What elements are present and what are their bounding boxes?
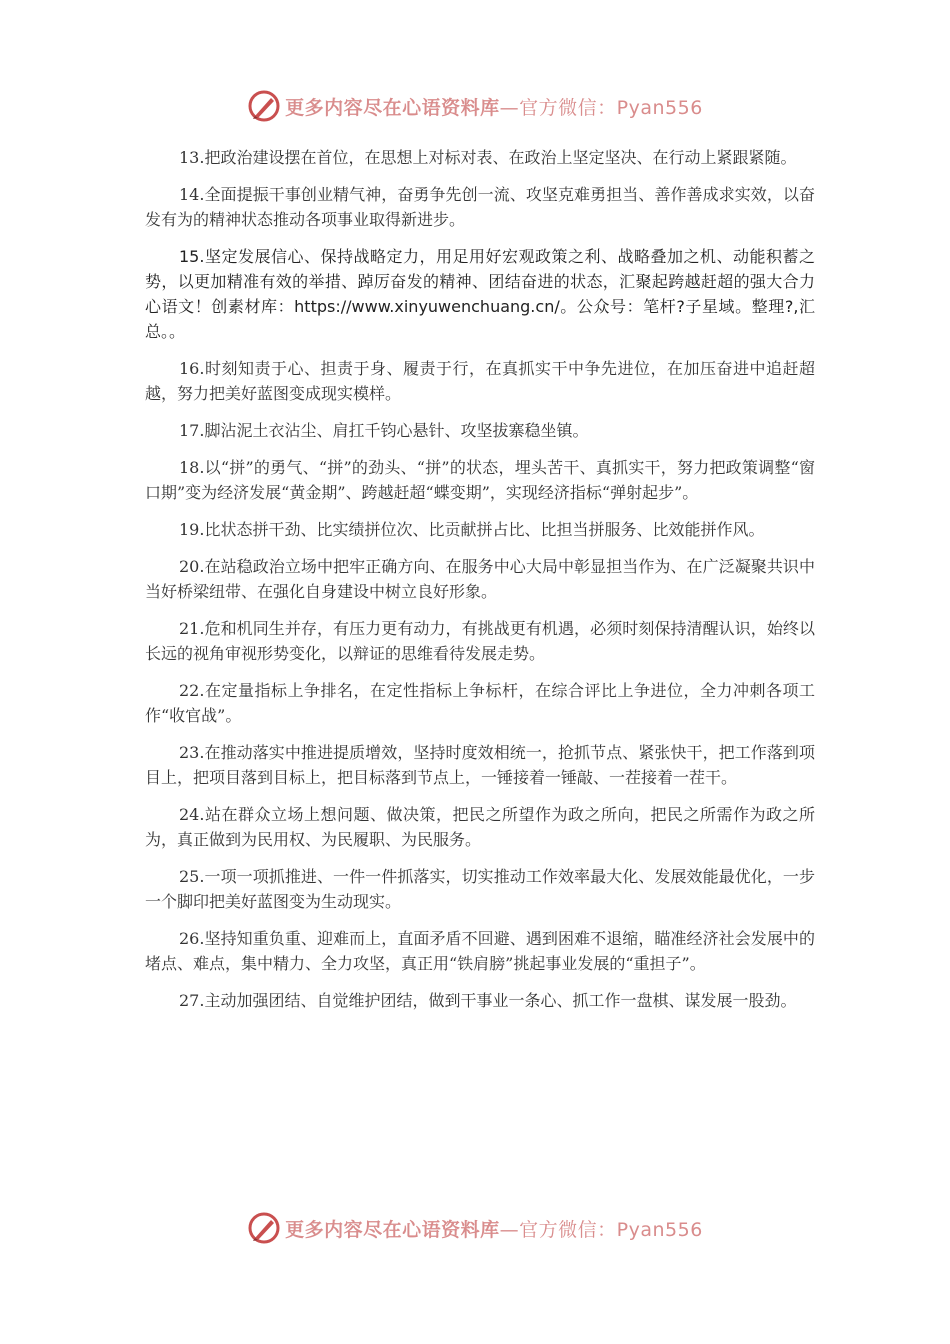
paragraph-17: 17.脚沾泥土衣沾尘、肩扛千钧心悬针、攻坚拔寨稳坐镇。	[179, 421, 589, 440]
pen-circle-logo-icon	[247, 1211, 281, 1245]
pen-circle-logo-icon	[247, 89, 281, 123]
watermark-brand: 更多内容尽在心语资料库	[285, 1218, 500, 1241]
document-body	[145, 145, 815, 1025]
watermark-contact: —官方微信：Pyan556	[499, 96, 703, 119]
paragraph-20: 20.在站稳政治立场中把牢正确方向、在服务中心大局中彰显担当作为、在广泛凝聚共识中当好桥梁纽带、在强化自身建设中树立良好形象。	[145, 557, 815, 601]
paragraph-27: 27.主动加强团结、自觉维护团结，做到干事业一条心、抓工作一盘棋、谋发展一股劲。	[179, 991, 797, 1010]
paragraph-15: 15.坚定发展信心、保持战略定力，用足用好宏观政策之利、战略叠加之机、动能积蓄之势，以更加精准有效的举措、踔厉奋发的精神、团结奋进的状态，汇聚起跨越赶超的强大合力心语文！创素材库：https://www.xinyuwenchuang.cn/。公众号：笔杆?子星域。整理?,汇总。。	[145, 247, 815, 341]
paragraph-22: 22.在定量指标上争排名，在定性指标上争标杆，在综合评比上争进位，全力冲刺各项工作“收官战”。	[145, 681, 815, 725]
paragraph-18: 18.以“拼”的勇气、“拼”的劲头、“拼”的状态，埋头苦干、真抓实干，努力把政策调整“窗口期”变为经济发展“黄金期”、跨越赶超“蝶变期”，实现经济指标“弹射起步”。	[145, 458, 815, 502]
paragraph-16: 16.时刻知责于心、担责于身、履责于行，在真抓实干中争先进位，在加压奋进中追赶超越，努力把美好蓝图变成现实模样。	[145, 359, 815, 403]
paragraph-19: 19.比状态拼干劲、比实绩拼位次、比贡献拼占比、比担当拼服务、比效能拼作风。	[179, 520, 765, 539]
watermark-contact: —官方微信：Pyan556	[499, 1218, 703, 1241]
paragraph-26: 26.坚持知重负重、迎难而上，直面矛盾不回避、遇到困难不退缩，瞄准经济社会发展中的堵点、难点，集中精力、全力攻坚，真正用“铁肩膀”挑起事业发展的“重担子”。	[145, 929, 815, 973]
paragraph-24: 24.站在群众立场上想问题、做决策，把民之所望作为政之所向，把民之所需作为政之所为，真正做到为民用权、为民履职、为民服务。	[145, 805, 815, 849]
watermark-brand: 更多内容尽在心语资料库	[285, 96, 500, 119]
paragraph-25: 25.一项一项抓推进、一件一件抓落实，切实推动工作效率最大化、发展效能最优化，一步一个脚印把美好蓝图变为生动现实。	[145, 867, 815, 911]
paragraph-21: 21.危和机同生并存，有压力更有动力，有挑战更有机遇，必须时刻保持清醒认识，始终以长远的视角审视形势变化，以辩证的思维看待发展走势。	[145, 619, 815, 663]
paragraph-14: 14.全面提振干事创业精气神，奋勇争先创一流、攻坚克难勇担当、善作善成求实效，以奋发有为的精神状态推动各项事业取得新进步。	[145, 185, 815, 229]
footer-watermark	[0, 1206, 950, 1250]
paragraph-23: 23.在推动落实中推进提质增效，坚持时度效相统一，抢抓节点、紧张快干，把工作落到项目上，把项目落到目标上，把目标落到节点上，一锤接着一锤敲、一茬接着一茬干。	[145, 743, 815, 787]
paragraph-13: 13.把政治建设摆在首位，在思想上对标对表、在政治上坚定坚决、在行动上紧跟紧随。	[179, 148, 797, 167]
header-watermark	[0, 84, 950, 128]
